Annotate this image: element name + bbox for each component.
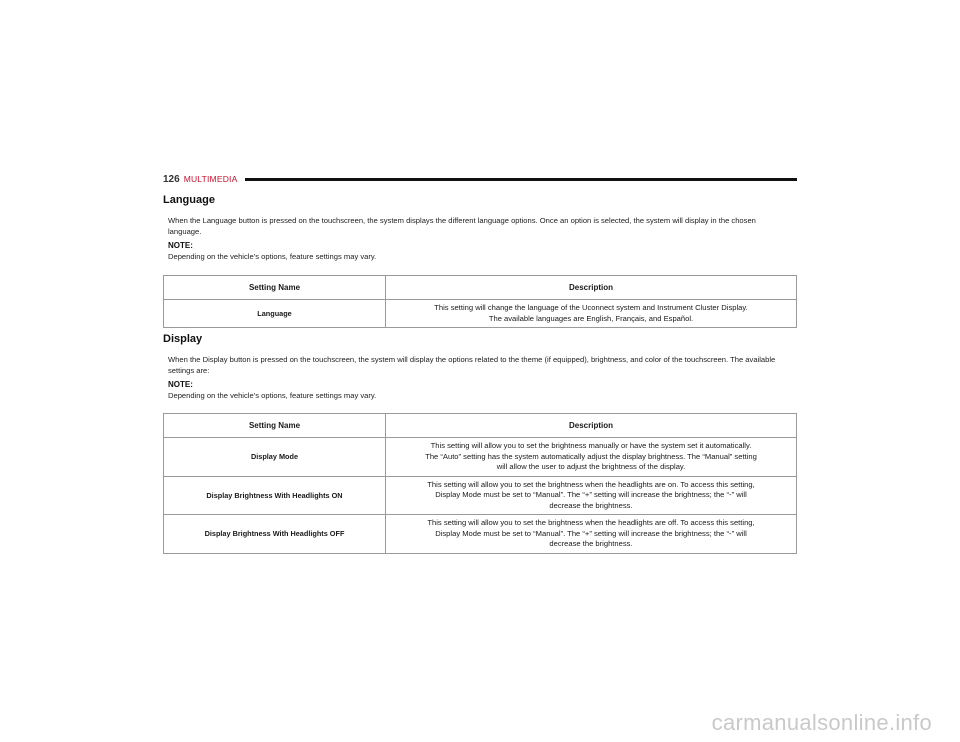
description-cell [386,438,797,477]
description-line: This setting will allow you to set the brightness when the headlights are off. To access this setting, [427,518,755,527]
description-line: decrease the brightness. [549,539,633,548]
table-row [164,476,797,515]
description-cell [386,515,797,554]
page-header [163,171,797,187]
note-label: NOTE: [168,380,193,389]
display-intro: When the Display button is pressed on the touchscreen, the system will display the options related to the theme (if equipped), brightness, and color of the touchscreen. The available settings are: [168,355,776,375]
column-header-description: Description [386,414,797,438]
description-line: This setting will allow you to set the brightness manually or have the system set it automatically. [430,441,752,450]
table-header-row [164,276,797,300]
setting-name-cell: Display Mode [164,438,386,477]
setting-name-cell: Display Brightness With Headlights ON [164,476,386,515]
description-line: Display Mode must be set to “Manual”. The “+” setting will increase the brightness; the “-” will [435,528,747,538]
language-intro: When the Language button is pressed on the touchscreen, the system displays the different language options. Once an option is selected, the system will display in the chosen language. [168,216,756,236]
display-table [163,413,797,554]
description-line: The available languages are English, Français, and Español. [488,313,694,323]
description-line: will allow the user to adjust the brightness of the display. [496,462,686,471]
header-rule [245,178,797,181]
language-note [168,240,788,262]
setting-name-cell: Display Brightness With Headlights OFF [164,515,386,554]
display-note [168,379,788,401]
description-cell [386,476,797,515]
description-line: This setting will change the language of the Uconnect system and Instrument Cluster Display. [434,303,748,312]
setting-name-cell: Language [164,300,386,328]
table-row [164,515,797,554]
note-text: Depending on the vehicle’s options, feature settings may vary. [168,391,377,400]
note-label: NOTE: [168,241,193,250]
section-name: MULTIMEDIA [183,174,238,184]
table-row [164,300,797,328]
page-number: 126 [163,173,180,185]
language-heading: Language [163,194,215,206]
table-row [164,438,797,477]
display-heading: Display [163,333,203,345]
note-text: Depending on the vehicle’s options, feature settings may vary. [168,252,377,261]
watermark: carmanualsonline.info [711,710,932,735]
language-table [163,275,797,328]
description-line: The “Auto” setting has the system automatically adjust the display brightness. The “Manual” setting [425,451,757,461]
description-line: Display Mode must be set to “Manual”. The “+” setting will increase the brightness; the “-” will [435,490,747,499]
description-cell [386,300,797,328]
column-header-setting-name: Setting Name [164,276,386,300]
description-line: decrease the brightness. [549,500,633,510]
column-header-description: Description [386,276,797,300]
description-line: This setting will allow you to set the brightness when the headlights are on. To access this setting, [427,479,755,489]
column-header-setting-name: Setting Name [164,414,386,438]
table-header-row [164,414,797,438]
